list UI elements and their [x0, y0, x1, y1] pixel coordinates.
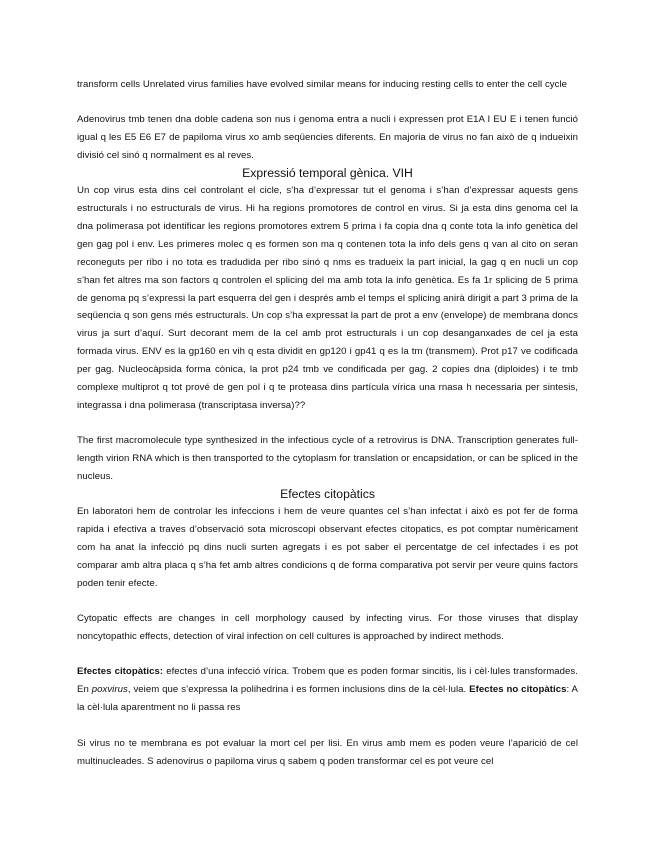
term-poxvirus: poxvirus [91, 684, 128, 696]
term-efectes-citopatics: Efectes citopàtics: [77, 666, 164, 678]
term-efectes-no-citopatics: Efectes no citopàtics [469, 684, 567, 696]
paragraph-membrana: Si virus no te membrana es pot evaluar la mort cel per lisi. En virus amb mem es poden veure l’aparició de cel multinucleades. S adenovirus o papiloma virus q sabem q poden transformar cel es pot veure cel [77, 737, 578, 767]
paragraph-vih: Un cop virus esta dins cel controlant el cicle, s’ha d’expressar tut el genoma i s’han d’expressar aquests gens estructurals i no estructurals de virus. Hi ha regions promotores de control en virus. Si ja esta dins genoma cel la dna polimerasa pot identificar les regions promotores extrem 5 prima i fa copia dna q conte tota la info genètica del gen gag pol i env. Les primeres molec q es formen son ma q contenen tota la info dels gens q van al cito on seran reconeguts per ribo i no tota es tradudida per ribo sinó q nms es tradueix la part inicial, la gag q en nucli un cop s’han fet altres rna son factors q controlen el splicing del ma amb tota la info genètica. Es fa 1r splicing de 5 prima de genoma pq s’expressi la part esquerra del gen i després amb el temps el splicing anirà dirigit a part 3 prima de la seqüencia q son gens més estructurals. Un cop s’ha expressat la part de prot a env (envelope) de membrana doncs virus ja surt d’aquí. Surt decorant mem de la cel amb prot estructurals i un cop desanganxades de cel ja esta formada virus. ENV es la gp160 en vih q esta dividit en gp120 i gp41 q es la tm (transmem). Prot p17 ve codificada per gag. Nucleocàpsida forma cònica, la prot p24 tmb ve condificada per gag. 2 copies dna (diploides) i te tmb complexe multiprot q tot prové de gen pol i q te proteasa dins partícula vírica una rnasa h necessaria per sintesis, integrassa i dna polimerasa (transcriptasa inversa)?? [77, 185, 578, 411]
paragraph-cytopatic-english: Cytopatic effects are changes in cell morphology caused by infecting virus. For those viruses that display noncytopathic effects, detection of viral infection on cell cultures is approached by indirect methods. [77, 613, 578, 643]
heading-expressio-temporal: Expressió temporal gènica. VIH [242, 166, 413, 181]
paragraph-laboratori: En laboratori hem de controlar les infeccions i hem de veure quantes cel s’han infectat i això es pot fer de forma rapida i efectiva a traves d’observació sota microscopi observant efectes citopatics, es pot comptar numèricament com ha anat la infecció pq dins nucli surten agregats i es pot saber el percentatge de cel infectades i es pot comparar amb altra placa q s’ha fet amb altres condicions q de forma comparativa pot servir per veure quins factors poden tenir efecte. [77, 506, 578, 589]
paragraph-intro: transform cells Unrelated virus families have evolved similar means for inducing resting cells to enter the cell cycle [77, 79, 568, 90]
text-efectes-citopatics: efectes d’una infecció vírica. Trobem que es poden formar sincitis, lis i cèl·lules transformades. En [77, 666, 578, 696]
heading-efectes-citopatics: Efectes citopàtics [280, 487, 375, 502]
paragraph-adenovirus: Adenovirus tmb tenen dna doble cadena son nus i genoma entra a nucli i expressen prot E1A I EU E i tenen funció igual q les E5 E6 E7 de papiloma virus xo amb seqüencies diferents. En majoria de virus no fan això de q indueixin divisió cel sinó q normalment es al reves. [77, 114, 578, 162]
text-efectes-no-citopatics: : A la cèl·lula aparentment no li passa res [77, 684, 578, 714]
paragraph-efectes-definitions [77, 663, 578, 717]
paragraph-retrovirus-english: The first macromolecule type synthesized in the infectious cycle of a retrovirus is DNA. Transcription generates full-length virion RNA which is then transported to the cytoplasm for translation or encapsidation, or can be spliced in the nucleus. [77, 435, 578, 483]
text-poxvirus: , veiem que s’expressa la polihedrina i es formen inclusions dins de la cèl·lula. [127, 684, 470, 696]
